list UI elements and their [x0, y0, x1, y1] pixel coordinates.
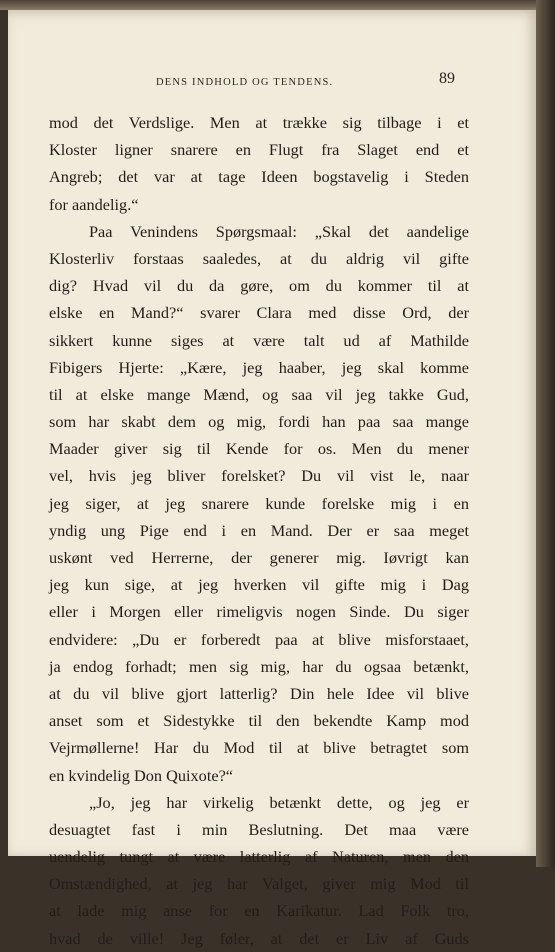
text-line: jeg kun sige, at jeg hverken vil gifte mig i Dag	[49, 575, 469, 595]
text-line: at lade mig anse for en Karikatur. Lad Folk tro,	[49, 901, 469, 921]
running-head: DENS INDHOLD OG TENDENS.	[156, 77, 334, 88]
text-line: for aandelig.“	[49, 194, 139, 214]
text-line: jeg siger, at jeg snarere kunde forelske mig i en	[49, 493, 469, 513]
text-line: Paa Venindens Spørgsmaal: „Skal det aandelige	[89, 221, 469, 241]
text-line: ja endog forhadt; men sig mig, har du ogsaa betænkt,	[49, 656, 469, 676]
text-line: som har skabt dem og mig, fordi han paa saa mange	[49, 412, 469, 432]
text-line: desuagtet fast i min Beslutning. Det maa være	[49, 819, 469, 839]
text-line: eller i Morgen eller rimeligvis nogen Sinde. Du siger	[49, 602, 469, 622]
text-line: sikkert kunne siges at være talt ud af Mathilde	[49, 330, 469, 350]
text-line: endvidere: „Du er forberedt paa at blive misforstaaet,	[49, 629, 469, 649]
text-line: „Jo, jeg har virkelig betænkt dette, og jeg er	[89, 792, 469, 812]
text-line: Omstændighed, at jeg har Valget, giver mig Mod til	[49, 874, 469, 894]
page-header	[8, 70, 536, 94]
book-top-edge	[0, 0, 555, 10]
text-line: dig? Hvad vil du da gøre, om du kommer til at	[49, 276, 469, 296]
text-line: at du vil blive gjort latterlig? Din hele Idee vil blive	[49, 683, 469, 703]
text-line: Fibigers Hjerte: „Kære, jeg haaber, jeg skal komme	[49, 357, 469, 377]
page-number: 89	[439, 70, 455, 87]
text-line: yndig ung Pige end i en Mand. Der er saa meget	[49, 520, 469, 540]
text-line: Angreb; det var at tage Ideen bogstavelig i Steden	[49, 167, 469, 187]
text-line: uskønt ved Herrerne, der generer mig. Iøvrigt kan	[49, 548, 469, 567]
text-line: mod det Verdslige. Men at trække sig tilbage i et	[49, 113, 469, 132]
text-line: anset som et Sidestykke til den bekendte Kamp mod	[49, 711, 469, 731]
text-line: til at elske mange Mænd, og saa vil jeg takke Gud,	[49, 384, 469, 404]
book-spine-edge	[536, 0, 555, 867]
text-line: Vejrmøllerne! Har du Mod til at blive betragtet som	[49, 738, 469, 758]
text-line: Kloster ligner snarere en Flugt fra Slaget end et	[49, 140, 469, 160]
book-page	[8, 10, 536, 948]
text-line: elske en Mand?“ svarer Clara med disse Ord, der	[49, 303, 469, 323]
text-line: Maader giver sig til Kende for os. Men du mener	[49, 439, 469, 459]
text-line: Klosterliv forstaas saaledes, at du aldrig vil gifte	[49, 248, 469, 268]
text-line: hvad de ville! Jeg føler, at det er Liv af Guds	[49, 928, 469, 948]
text-line: uendelig tungt at være latterlig af Naturen, men den	[49, 847, 469, 867]
text-line: vel, hvis jeg bliver forelsket? Du vil vist le, naar	[49, 466, 469, 486]
text-line: en kvindelig Don Quixote?“	[49, 765, 234, 785]
body-text	[49, 109, 469, 952]
